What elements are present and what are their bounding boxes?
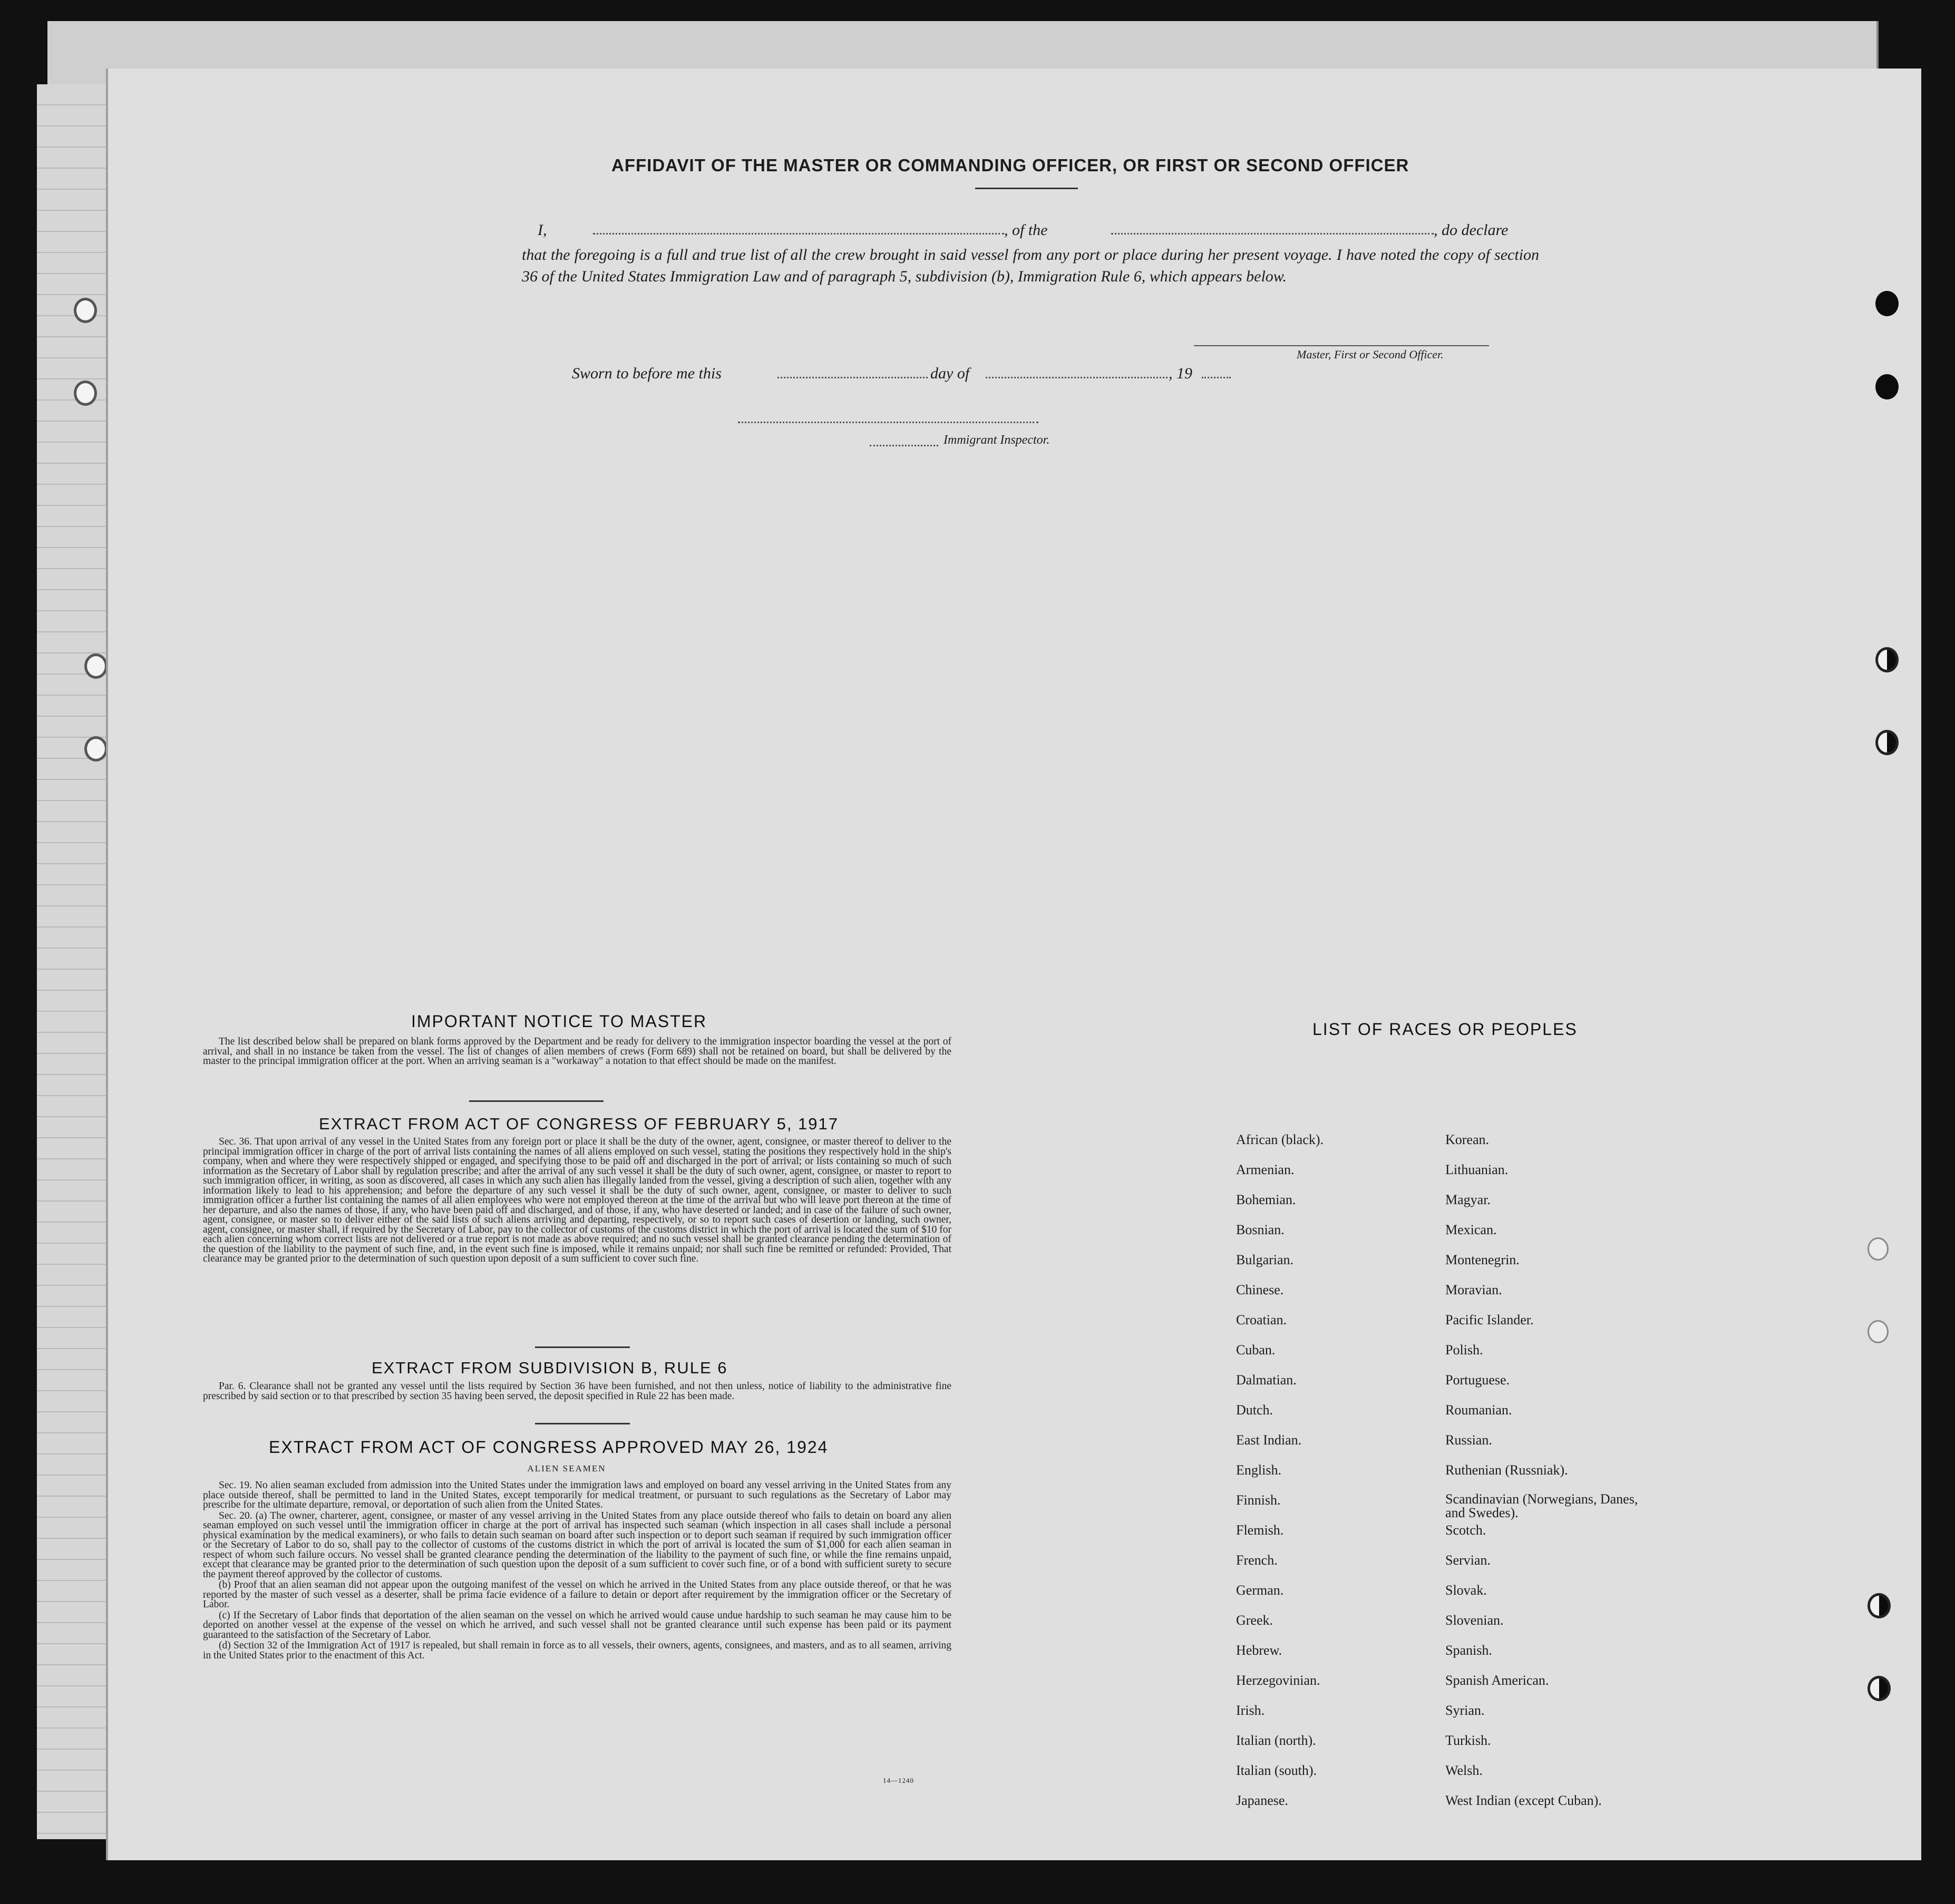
- race-item: West Indian (except Cuban).: [1445, 1793, 1602, 1808]
- race-item: Turkish.: [1445, 1733, 1491, 1748]
- race-item: Croatian.: [1236, 1312, 1287, 1327]
- extract-1924-paragraph: Sec. 20. (a) The owner, charterer, agent, consignee, or master of any vessel arriving in the United States from any place outside thereof who fails to detain on board any alien seaman employed on such vessel until the immigration officer in charge at the port of arrival has inspected such seaman (which inspection in all cases shall include a personal physical examination by the medical examiners), or who fails to detain such seaman on board after such inspection or to deport such seaman if required by such immigration officer or the Secretary of Labor to do so, shall pay to the collector of customs of the customs district in which the port of arrival is located the sum of $1,000 for each alien seaman in respect of whom such failure occurs. No vessel shall be granted clearance pending the determination of the liability to the payment of such fine, or while the fine remains unpaid, except that clearance may be granted prior to the determination of such question upon the deposit of a sum sufficient to cover such fine, or of a bond with sufficient surety to secure the payment thereof approved by the collector of customs.: [203, 1510, 951, 1580]
- race-item: Roumanian.: [1445, 1402, 1512, 1418]
- affidavit-title: AFFIDAVIT OF THE MASTER OR COMMANDING OFFICER, OR FIRST OR SECOND OFFICER: [611, 155, 1409, 175]
- inspector-signature-line: [738, 422, 1038, 423]
- race-item: Servian.: [1445, 1553, 1491, 1568]
- punch-hole-icon: [84, 653, 108, 679]
- race-item: Magyar.: [1445, 1192, 1491, 1207]
- inspector-label: Immigrant Inspector.: [944, 433, 1050, 447]
- extract-1924-paragraph: (b) Proof that an alien seaman did not appear upon the outgoing manifest of the vessel on which he arrived in the United States from any place outside thereof, or that he was reported by the master of such vessel as a deserter, shall be prima facie evidence of a failure to detain or deport after requirement by the immigration officer or the Secretary of Labor.: [203, 1579, 951, 1610]
- race-item: Slovak.: [1445, 1583, 1487, 1598]
- race-item: Ruthenian (Russniak).: [1445, 1462, 1568, 1478]
- race-item: African (black).: [1236, 1132, 1324, 1147]
- race-item: Japanese.: [1236, 1793, 1288, 1808]
- race-item: Portuguese.: [1445, 1372, 1510, 1388]
- race-item: Bosnian.: [1236, 1222, 1285, 1237]
- race-item: Herzegovinian.: [1236, 1673, 1320, 1688]
- extract-rule6-paragraph: Par. 6. Clearance shall not be granted any vessel until the lists required by Section 36 have been furnished, and not then unless, notice of liability to the administrative fine prescribed by said section or to that prescribed by section 35 having been served, the deposit specified in Rule 22 has been made.: [203, 1381, 951, 1402]
- master-signature-line: [1194, 345, 1489, 346]
- race-item: Slovenian.: [1445, 1613, 1504, 1628]
- race-item: Armenian.: [1236, 1162, 1295, 1177]
- vessel-name-line: [1111, 233, 1434, 235]
- punch-hole-icon: [1875, 374, 1899, 399]
- notice-title: IMPORTANT NOTICE TO MASTER: [411, 1012, 707, 1031]
- race-item: Scandinavian (Norwegians, Danes, and Swedes).: [1445, 1491, 1638, 1520]
- extract-1917-rule: [535, 1346, 630, 1348]
- sworn-year-prefix: , 19: [1169, 365, 1192, 382]
- punch-hole-icon: [1868, 1320, 1889, 1343]
- race-item: Bohemian.: [1236, 1192, 1296, 1207]
- race-item: Syrian.: [1445, 1703, 1485, 1718]
- master-name-line: [593, 233, 1004, 235]
- race-item: Italian (north).: [1236, 1733, 1316, 1748]
- extract-1917-text: [203, 1137, 951, 1265]
- sworn-prefix: Sworn to before me this: [572, 365, 722, 382]
- notice-text: [203, 1037, 951, 1068]
- races-right-column: [1445, 1132, 1640, 1823]
- punch-hole-icon: [1868, 1237, 1889, 1261]
- punch-hole-icon: [1868, 1593, 1891, 1618]
- race-item: Polish.: [1445, 1342, 1483, 1358]
- race-item: German.: [1236, 1583, 1284, 1598]
- punch-hole-icon: [1875, 730, 1899, 755]
- race-item: Spanish American.: [1445, 1673, 1549, 1688]
- sworn-year-line: [1202, 377, 1231, 378]
- extract-1924-subtitle: ALIEN SEAMEN: [527, 1463, 606, 1473]
- races-left-column: [1236, 1132, 1324, 1823]
- punch-hole-icon: [74, 298, 97, 323]
- affidavit-i: I,: [538, 221, 547, 239]
- underlying-lined-sheet: [37, 84, 116, 1839]
- race-item: Spanish.: [1445, 1643, 1492, 1658]
- race-item: East Indian.: [1236, 1432, 1302, 1448]
- race-item: English.: [1236, 1462, 1281, 1478]
- race-item: Italian (south).: [1236, 1763, 1317, 1778]
- race-item: Bulgarian.: [1236, 1252, 1294, 1267]
- sworn-month-line: [986, 377, 1168, 378]
- notice-rule: [469, 1100, 604, 1102]
- document-page: [108, 69, 1921, 1860]
- affidavit-do-declare: , do declare: [1434, 221, 1509, 239]
- master-signature-label: Master, First or Second Officer.: [1297, 348, 1444, 361]
- race-item: Lithuanian.: [1445, 1162, 1509, 1177]
- punch-hole-icon: [1875, 647, 1899, 672]
- race-item: Greek.: [1236, 1613, 1273, 1628]
- races-title: LIST OF RACES OR PEOPLES: [1312, 1020, 1578, 1039]
- sworn-day-of: day of: [930, 365, 970, 382]
- race-item: Moravian.: [1445, 1282, 1502, 1297]
- form-number: 14—1240: [883, 1776, 914, 1784]
- extract-rule6-rule: [535, 1423, 630, 1424]
- affidavit-of-the: , of the: [1004, 221, 1048, 239]
- race-item: Pacific Islander.: [1445, 1312, 1534, 1327]
- extract-rule6-text: [203, 1382, 951, 1402]
- extract-1924-paragraph: (d) Section 32 of the Immigration Act of 1917 is repealed, but shall remain in force as to all vessels, their owners, agents, consignees, and masters, and as to all seamen, arriving in the United States prior to the enactment of this Act.: [203, 1640, 951, 1661]
- punch-hole-icon: [84, 736, 108, 761]
- race-item: Flemish.: [1236, 1522, 1284, 1538]
- race-item: Dalmatian.: [1236, 1372, 1297, 1388]
- extract-1917-paragraph: Sec. 36. That upon arrival of any vessel in the United States from any foreign port or place it shall be the duty of the owner, agent, consignee, or master thereof to deliver to the principal immigration officer in charge of the port of arrival lists containing the names of all aliens employed on such vessel, stating the positions they respectively hold in the ship's company, when and where they were respectively shipped or engaged, and specifying those to be paid off and discharged in the port of arrival; or lists containing so much of such information as the Secretary of Labor shall by regulation prescribe; and after the arrival of any such vessel it shall be the duty of such owner, agent, consignee, or master to report to such immigration officer, in writing, as soon as discovered, all cases in which any such alien has illegally landed from the vessel, giving a description of such alien, together with any information likely to lead to his apprehension; and before the departure of any such vessel it shall be the duty of such owner, agent, consignee, or master to deliver to such immigration officer a further list containing the names of all alien employees who were not employed thereon at the time of the arrival but who will leave port thereon at the time of her departure, and also the names of those, if any, who have been paid off and discharged, and of those, if any, who have deserted or landed; and in case of the failure of such owner, agent, consignee, or master so to deliver either of the said lists of such aliens arriving and departing, respectively, or so to report such cases of desertion or landing, such owner, agent, consignee, or master shall, if required by the Secretary of Labor, pay to the collector of customs of the customs district in which the port of arrival is located the sum of $10 for each alien concerning whom correct lists are not delivered or a true report is not made as above required; and no such vessel shall be granted clearance pending the determination of the question of the liability to the payment of such fine, and, in the event such fine is imposed, while it remains unpaid; nor shall such fine be remitted or refunded: Provided, That clearance may be granted prior to the determination of such question upon deposit of a sum sufficient to cover such fine.: [203, 1136, 951, 1264]
- race-item: Dutch.: [1236, 1402, 1273, 1418]
- race-item: Hebrew.: [1236, 1643, 1282, 1658]
- affidavit-body: that the foregoing is a full and true list of all the crew brought in said vessel from any port or place during her present voyage. I have noted the copy of section 36 of the United States Immigration Law and of paragraph 5, subdivision (b), Immigration Rule 6, which appears below.: [522, 246, 1539, 285]
- race-item: Montenegrin.: [1445, 1252, 1520, 1267]
- race-item: Mexican.: [1445, 1222, 1497, 1237]
- extract-1924-paragraph: (c) If the Secretary of Labor finds that deportation of the alien seaman on the vessel on which he arrived would cause undue hardship to such seaman he may cause him to be deported on another vessel at the expense of the vessel on which he arrived, and such vessel shall not be granted clearance until such expense has been paid or its payment guaranteed to the satisfaction of the Secretary of Labor.: [203, 1609, 951, 1641]
- extract-1924-paragraph: Sec. 19. No alien seaman excluded from admission into the United States under the immigration laws and employed on board any vessel arriving in the United States from any place outside thereof, shall be permitted to land in the United States, except temporarily for medical treatment, or pursuant to such regulations as the Secretary of Labor may prescribe for the ultimate departure, removal, or deportation of such alien from the United States.: [203, 1480, 951, 1510]
- extract-1924-title: EXTRACT FROM ACT OF CONGRESS APPROVED MAY 26, 1924: [269, 1438, 829, 1457]
- race-item: French.: [1236, 1553, 1278, 1568]
- punch-hole-icon: [1868, 1676, 1891, 1701]
- title-rule: [975, 188, 1078, 189]
- punch-hole-icon: [1875, 291, 1899, 316]
- race-item: Cuban.: [1236, 1342, 1276, 1358]
- extract-1917-title: EXTRACT FROM ACT OF CONGRESS OF FEBRUARY 5, 1917: [319, 1115, 839, 1133]
- race-item: Chinese.: [1236, 1282, 1284, 1297]
- sworn-day-line: [777, 377, 928, 378]
- punch-hole-icon: [74, 380, 97, 406]
- inspector-prefix-line: [870, 445, 938, 446]
- race-item: Irish.: [1236, 1703, 1265, 1718]
- race-item: Welsh.: [1445, 1763, 1483, 1778]
- extract-1924-text: [203, 1481, 951, 1662]
- extract-rule6-title: EXTRACT FROM SUBDIVISION B, RULE 6: [372, 1359, 728, 1377]
- notice-paragraph: The list described below shall be prepared on blank forms approved by the Department and be ready for delivery to the immigration inspector boarding the vessel at the port of arrival, and shall in no instance be taken from the vessel. The list of changes of alien members of crews (Form 689) shall not be retained on board, but shall be delivered by the master to the principal immigration officer at the port. When an arriving seaman is a "workaway" a notation to that effect should be made on the manifest.: [203, 1036, 951, 1067]
- race-item: Scotch.: [1445, 1522, 1486, 1538]
- race-item: Korean.: [1445, 1132, 1490, 1147]
- race-item: Finnish.: [1236, 1492, 1281, 1508]
- race-item: Russian.: [1445, 1432, 1492, 1448]
